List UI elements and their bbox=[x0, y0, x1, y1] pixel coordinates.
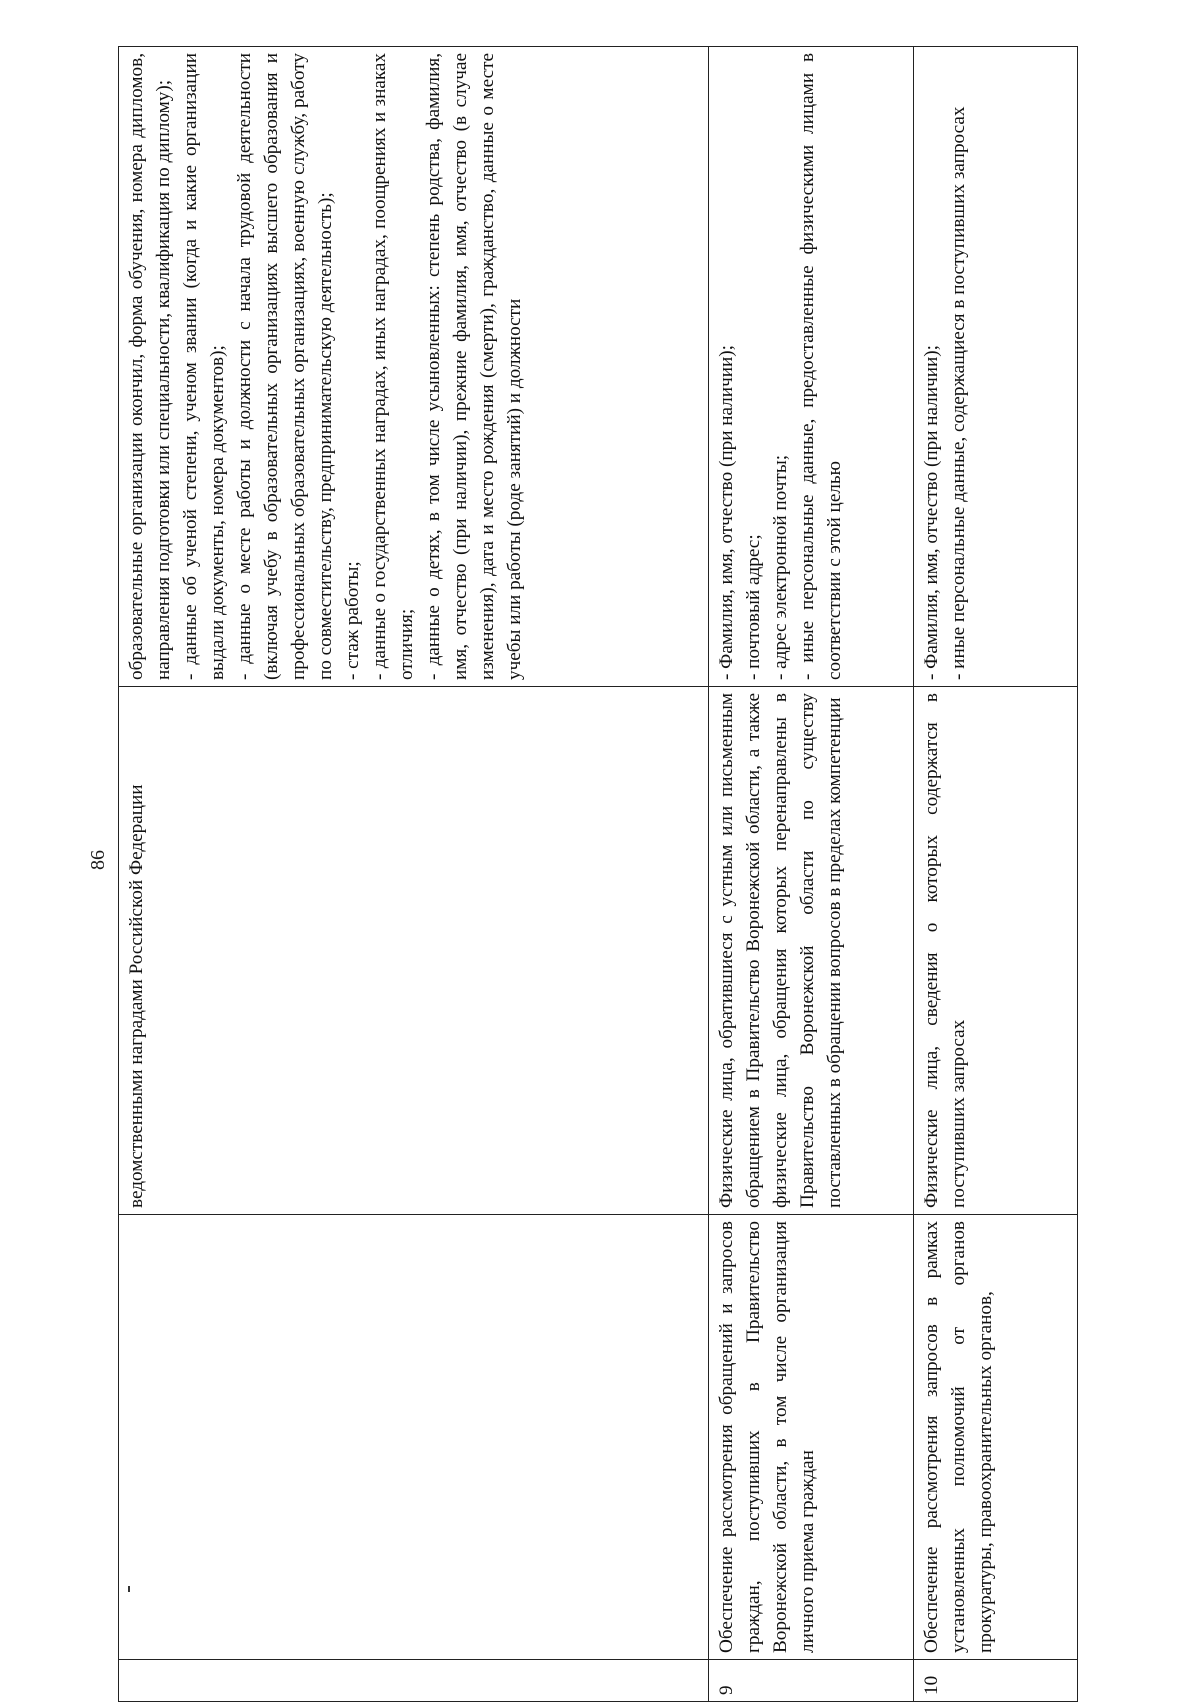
list-item: - Фамилия, имя, отчество (при наличии); bbox=[921, 345, 942, 680]
list-item: - данные о государственных наградах, иных наградах, поощрениях и знаках отличия; bbox=[369, 53, 417, 680]
data-subjects: Физические лица, обратившиеся с устным или письменным обращением в Правительство Воронежской области, а также физические лица, обращения которых перенаправлены в Правительство Воронежской области по существу поставленных в обращении вопросов в пределах компетенции bbox=[709, 687, 914, 1215]
list-item: - почтовый адрес; bbox=[743, 534, 764, 680]
list-item: - Фамилия, имя, отчество (при наличии); bbox=[716, 345, 737, 680]
list-item: - данные об ученой степени, ученом звании (когда и какие организации выдали документы, номера документов); bbox=[180, 53, 228, 680]
data-subjects: Физические лица, сведения о которых содержатся в поступивших запросах bbox=[914, 687, 1078, 1215]
personal-data-list bbox=[709, 47, 914, 687]
list-item: - данные о детях, в том числе усыновленных: степень родства, фамилия, имя, отчество (при наличии), прежние фамилия, имя, отчество (в случае изменения), дата и место рождения (смерти), гражданство, данные о месте учебы или работы (роде занятий) и должности bbox=[423, 53, 525, 680]
page-number: 86 bbox=[86, 850, 109, 870]
data-subjects: ведомственными наградами Российской Федерации bbox=[119, 687, 709, 1215]
processing-purpose: Обеспечение рассмотрения обращений и запросов граждан, поступивших в Правительство Воронежской области, в том числе организация личного приема граждан bbox=[709, 1215, 914, 1660]
processing-purpose: Обеспечение рассмотрения запросов в рамках установленных полномочий от органов прокуратуры, правоохранительных органов, bbox=[914, 1215, 1078, 1660]
table-row bbox=[119, 47, 709, 1702]
list-item: - стаж работы; bbox=[342, 561, 363, 680]
list-item: - иные персональные данные, предоставленные физическими лицами в соответствии с этой целью bbox=[797, 53, 845, 680]
processing-purpose bbox=[119, 1215, 709, 1660]
list-item: - адрес электронной почты; bbox=[770, 454, 791, 680]
table-row bbox=[709, 47, 914, 1702]
personal-data-list bbox=[119, 47, 709, 687]
personal-data-table bbox=[118, 46, 1078, 1702]
rotated-table-sheet bbox=[118, 47, 1077, 1702]
row-number bbox=[119, 1660, 709, 1702]
row-number: 10 bbox=[914, 1660, 1078, 1702]
row-number: 9 bbox=[709, 1660, 914, 1702]
list-item: образовательные организации окончил, форма обучения, номера дипломов, направления подготовки или специальности, квалификация по диплому); bbox=[126, 53, 174, 680]
list-item: - данные о месте работы и должности с начала трудовой деятельности (включая учебу в образовательных организациях высшего образования и профессиональных образовательных организациях, военную службу, работу по совместительству, предпринимательскую деятельность); bbox=[234, 53, 336, 680]
personal-data-list bbox=[914, 47, 1078, 687]
list-item: - иные персональные данные, содержащиеся в поступивших запросах bbox=[948, 106, 969, 680]
table-row bbox=[914, 47, 1078, 1702]
